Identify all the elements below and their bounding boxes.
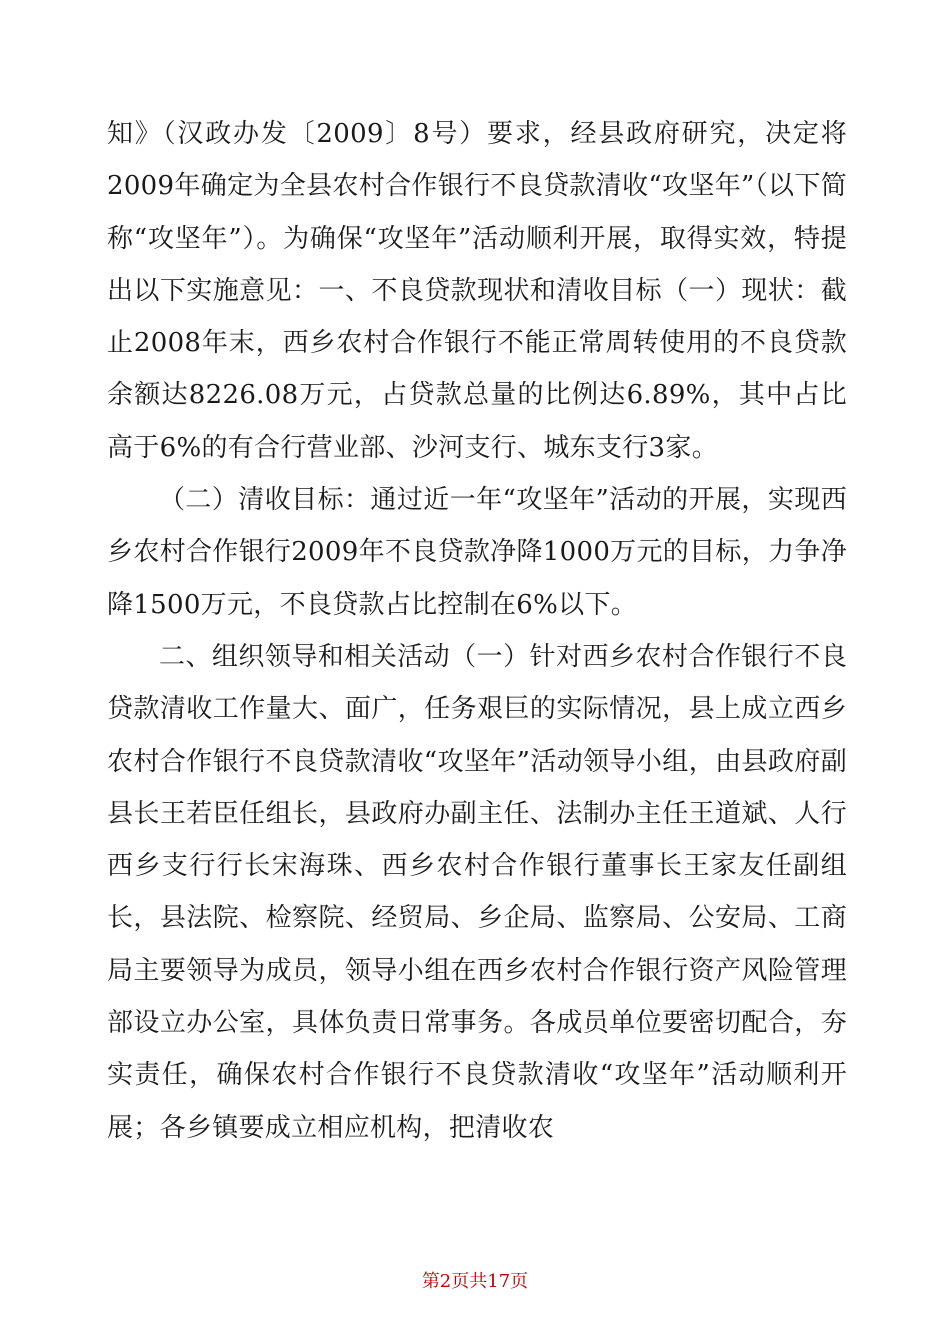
paragraph-implementation-opinion: 知》（汉政办发〔2009〕8号）要求，经县政府研究，决定将2009年确定为全县农村合作银行不良贷款清收“攻坚年”（以下简称“攻坚年”）。为确保“攻坚年”活动顺利开展，取得实效，特提出以下实施意见：一、不良贷款现状和清收目标（一）现状：截止2008年末，西乡农村合作银行不能正常周转使用的不良贷款余额达8226.08万元，占贷款总量的比例达6.89%，其中占比高于6%的有合行营业部、沙河支行、城东支行3家。 (107, 119, 847, 463)
page-number-footer: 第2页共17页 (421, 1271, 529, 1292)
document-body (107, 108, 847, 1154)
paragraph-organization-leadership: 二、组织领导和相关活动（一）针对西乡农村合作银行不良贷款清收工作量大、面广，任务艰巨的实际情况，县上成立西乡农村合作银行不良贷款清收“攻坚年”活动领导小组，由县政府副县长王若臣任组长，县政府办副主任、法制办主任王道斌、人行西乡支行行长宋海珠、西乡农村合作银行董事长王家友任副组长，县法院、检察院、经贸局、乡企局、监察局、公安局、工商局主要领导为成员，领导小组在西乡农村合作银行资产风险管理部设立办公室，具体负责日常事务。各成员单位要密切配合，夯实责任，确保农村合作银行不良贷款清收“攻坚年”活动顺利开展；各乡镇要成立相应机构，把清收农 (107, 641, 847, 1143)
paragraph-collection-target: （二）清收目标：通过近一年“攻坚年”活动的开展，实现西乡农村合作银行2009年不良贷款净降1000万元的目标，力争净降1500万元，不良贷款占比控制在6%以下。 (107, 485, 847, 620)
